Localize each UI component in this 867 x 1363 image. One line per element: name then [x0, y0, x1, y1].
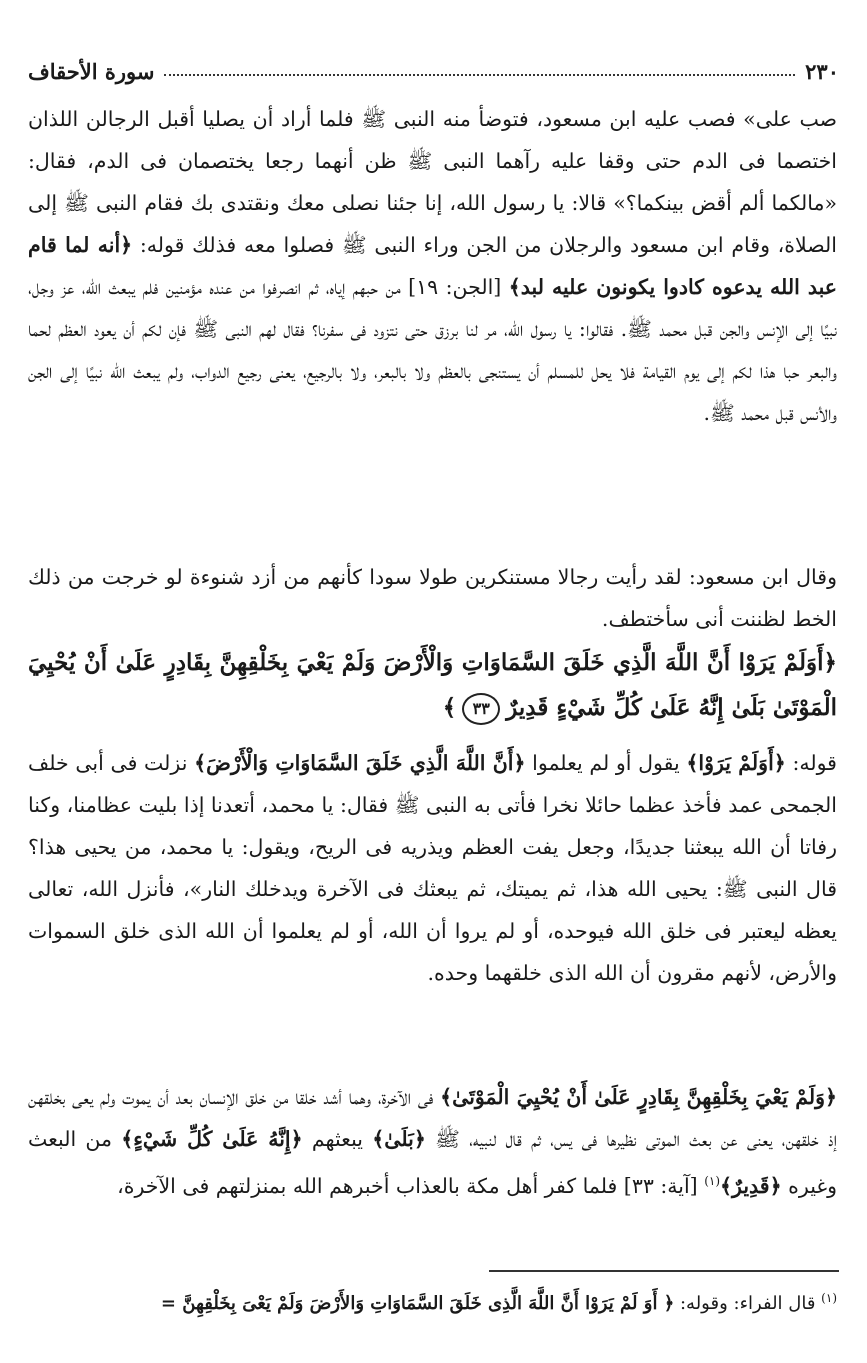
paragraph-4-text — [28, 1076, 837, 1207]
paragraph-4-mid3: من البعث وغيره — [28, 1127, 837, 1198]
verse-close-bracket: ﴾ — [442, 694, 457, 721]
quran-quote-6: ﴿قَدِيرٌ﴾ — [720, 1173, 782, 1198]
quran-quote-1: ﴿أَوَلَمْ يَرَوْا﴾ — [686, 751, 786, 775]
paragraph-3-mid: يقول أو لم يعلموا — [525, 751, 687, 775]
verse-text: ﴿أَوَلَمْ يَرَوْا أَنَّ اللَّهَ الَّذِي خَلَقَ السَّمَاوَاتِ وَالْأَرْضَ وَلَمْ يَعْيَ بِخَلْقِهِنَّ بِقَادِرٍ عَلَىٰ أَنْ يُحْيِيَ الْمَوْتَىٰ بَلَىٰ إِنَّهُ عَلَىٰ كُلِّ شَيْءٍ قَدِيرٌ — [28, 649, 837, 721]
quran-quote-5: ﴿إِنَّهُ عَلَىٰ كُلِّ شَيْءٍ﴾ — [121, 1127, 303, 1151]
paragraph-1-part1: صب على» فصب عليه ابن مسعود، فتوضأ منه النبى ﷺ فلما أراد أن يصليا أقبل الرجالن اللذان اختصما فى الدم حتى وقفا عليه رآهما النبى ﷺ ظن أنهما رجعا يختصمان فى الدم، فقال: «مالكما ألم أقض بينكما؟» قالا: يا رسول الله، إنا جئنا نصلى معك ونقتدى بك فقام النبى ﷺ إلى الصلاة، وقام ابن مسعود والرجلان من الجن وراء النبى ﷺ فصلوا معه فذلك قوله: — [28, 107, 837, 257]
paragraph-2 — [28, 556, 837, 640]
footnote-quote: ﴿ أَوَ لَمْ يَرَوْا أَنَّ اللَّهَ الَّذِى خَلَقَ السَّمَاوَاتِ وَالأَرْضَ وَلَمْ يَعْىَ بِخَلْقِهِنَّ — [182, 1293, 675, 1314]
footnote-reference[interactable]: (١) — [704, 1174, 721, 1188]
footnote — [28, 1280, 837, 1322]
quran-quote-jinn: ﴿أنه لما قام عبد الله يدعوه كادوا يكونون عليه لبد﴾ — [28, 233, 837, 299]
page-header — [28, 48, 839, 84]
paragraph-3 — [28, 742, 837, 994]
footnote-lead: قال الفراء: وقوله: — [674, 1293, 822, 1314]
paragraph-2-text: وقال ابن مسعود: لقد رأيت رجالا مستنكرين طولا سودا كأنهم من أزد شنوءة لو خرجت من ذلك الخط لظننت أنى سأختطف. — [28, 565, 837, 631]
paragraph-4-rest: [آية: ٣٣] فلما كفر أهل مكة بالعذاب أخبرهم الله بمنزلتهم فى الآخرة، — [117, 1173, 705, 1198]
paragraph-3-text — [28, 742, 837, 994]
footnote-divider — [489, 1270, 839, 1272]
paragraph-1 — [28, 98, 837, 434]
paragraph-4 — [28, 1076, 837, 1207]
paragraph-4-mid1: فى الآخرة، وهما أشد خلقا من خلق الإنسان بعد أن يموت ولم يعى بخلقهن إذ خلقهن، يعنى عن بعث الموتى نظيرها فى يس، ثم قال لنبيه، ﷺ — [28, 1085, 838, 1151]
footnote-continuation: = — [160, 1293, 183, 1314]
paragraph-3-rest: نزلت فى أبى خلف الجمحى عمد فأخذ عظما حائلا نخرا فأتى به النبى ﷺ فقال: يا محمد، أتعدنا إذا بليت عظامنا، وكنا رفاتا أن الله يبعثنا جديدًا، وجعل يفت العظم ويذريه فى الريح، ويقول: يا محمد، من يحيى هذا؟ قال النبى ﷺ: يحيى الله هذا، ثم يميتك، ثم يبعثك فى الآخرة ويدخلك النار»، فأنزل الله، تعالى يعظه ليعتبر فى خلق الله فيوحده، أو لم يروا أن الله، أو لم يعلموا أن الله الذى خلق السموات والأرض، لأنهم مقرون أن الله الذى خلقهما وحده. — [28, 751, 837, 985]
quran-quote-3: ﴿وَلَمْ يَعْيَ بِخَلْقِهِنَّ بِقَادِرٍ عَلَىٰ أَنْ يُحْيِيَ الْمَوْتَىٰ﴾ — [440, 1085, 837, 1109]
header-dotted-leader — [164, 74, 795, 76]
surah-title: سورة الأحقاف — [28, 59, 155, 84]
quran-verse-block — [28, 640, 837, 730]
paragraph-1-part2: [الجن: ١٩] من حبهم إياه، ثم انصرفوا من عنده مؤمنين فلم يبعث الله، عز وجل، نبيًا إلى الإنس والجن قبل محمد ﷺ. فقالوا: يا رسول الله، مر لنا برزق حتى نتزود فى سفرنا؟ فقال لهم النبى ﷺ فإن لكم أن يعود العظم لحما والبعر حبا هذا لكم إلى يوم القيامة فلا يحل للمسلم أن يستنجى بالعظم ولا بالبعر، ولا بالرجيع، يعنى رجيع الدواب، ولم يبعث الله نبيًا إلى الجن والأنس قبل محمد ﷺ. — [28, 275, 837, 425]
quran-quote-4: ﴿بَلَىٰ﴾ — [372, 1127, 426, 1151]
quran-quote-2: ﴿أَنَّ اللَّهَ الَّذِي خَلَقَ السَّمَاوَاتِ وَالْأَرْضَ﴾ — [194, 751, 526, 775]
paragraph-4-mid2: يبعثهم — [302, 1127, 373, 1151]
paragraph-3-lead: قوله: — [785, 751, 837, 775]
ayah-number-marker: ٣٣ — [462, 693, 500, 725]
footnote-marker: (١) — [821, 1291, 837, 1305]
page-number: ٢٣٠ — [805, 59, 839, 84]
paragraph-1-text — [28, 98, 837, 434]
